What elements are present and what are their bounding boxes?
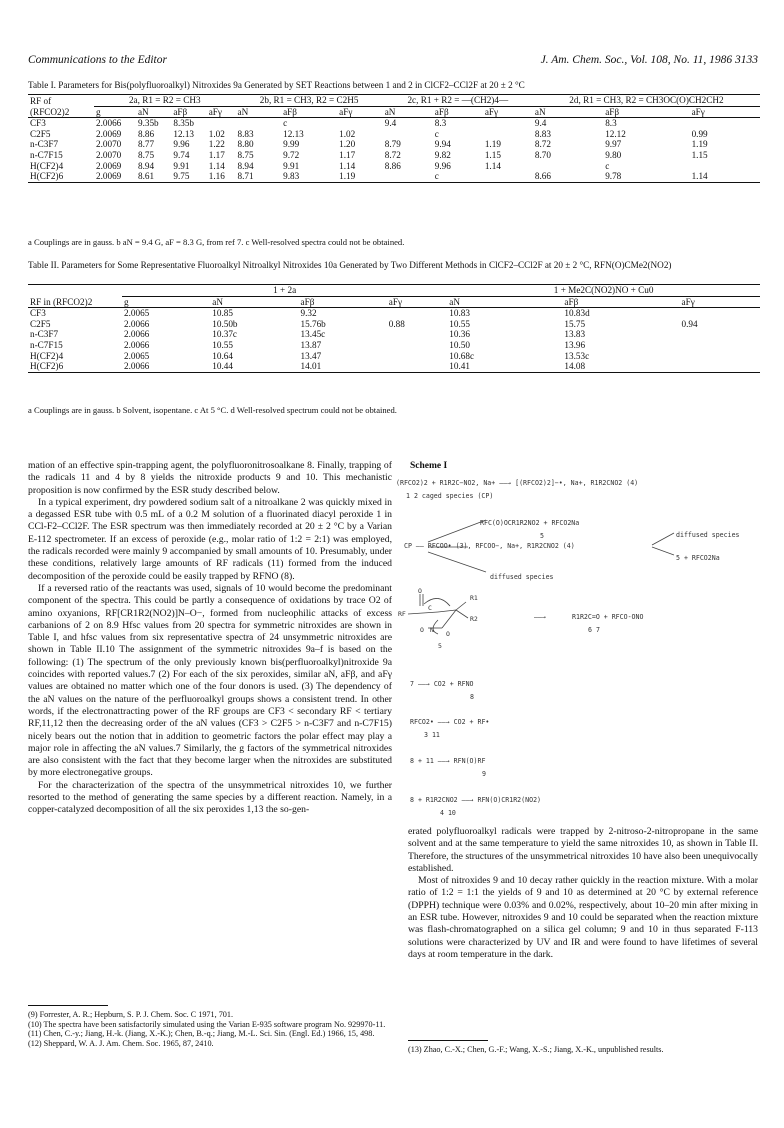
svg-text:RF: RF — [398, 610, 406, 618]
table-cell: 8.83 — [237, 128, 254, 139]
right-column-text — [408, 826, 758, 961]
table-row — [28, 361, 760, 372]
table-cell: 10.44 — [212, 361, 233, 372]
table-cell: 10.50b — [212, 318, 238, 329]
column-header: aFβ — [605, 106, 620, 117]
table-cell — [387, 308, 448, 319]
table-cell: 0.99 — [691, 128, 708, 139]
right-references — [408, 1045, 758, 1055]
row-header-label: RF in (RFCO2)2 — [30, 296, 93, 307]
table-cell: 8.75 — [137, 149, 155, 160]
paragraph: If a reversed ratio of the reactants was used, signals of 10 would become the predominant component of the spectra. This could be partly a consequence of oxidations by trace O2 of amino oxyanions, RF[CR1R2(NO2)]N–O−, formed from nucleophilic attacks of excess carbanions of 2 on 8.9 Hfsc values from 20 spectra for symmetric nitroxides are shown in Table I, and hfsc values from six representative spectra of 24 unsymmetric nitroxides are shown in Table II.10 The assignment of the symmetric nitroxides 9a–f is based on the following: (1) The spectrum of the only previously known bis(perfluoroalkyl)nitroxide 9a coincides with reported values.7 (2) For each of the six peroxides, similar aN, aFβ, and aFγ values are obtained no matter which one of the four donors is used. (3) The dependency of the aN values on the nature of the perfluoroalkyl groups shows a consistent trend. In other words, if the electronattracting power of the RF groups are CF3 < secondary RF < tertiary RF,11,12 then the decreasing order of the aN values (CF3 > C2F5 > n-C3F7 and n-C7F15) nicely bears out the notion that in addition to geometric factors the polar effect may play a major role in affecting the aN values.7 Similarly, the g factors of the symmetrical nitroxides are also consistent with the fact that they become larger when the nitroxides are substituted by more electronegative groups. — [28, 582, 392, 779]
column-header: aN — [534, 106, 546, 117]
table-cell: 14.01 — [300, 361, 322, 372]
table-cell: 10.41 — [449, 361, 470, 372]
table-cell: 2.0066 — [96, 118, 122, 129]
svg-text:R2: R2 — [470, 615, 478, 623]
table-row — [28, 139, 760, 150]
table-cell: 8.94 — [137, 160, 155, 171]
table-cell: 12.12 — [605, 128, 626, 139]
table-cell: 10.50 — [449, 339, 470, 350]
scheme-line: (RFCO2)2 + R1R2C−NO2, Na+ ——→ [(RFCO2)2]−•, Na+, R1R2CNO2 (4) — [396, 479, 639, 487]
reference: (10) The spectra have been satisfactorily simulated using the Varian E-935 software program No. 929970-11. — [28, 1019, 386, 1029]
table-cell: 1.14 — [339, 160, 356, 171]
svg-text:R1: R1 — [470, 594, 478, 602]
table-cell: H(CF2)4 — [30, 160, 64, 171]
column-header: aFγ — [388, 296, 402, 307]
table-cell: 8.77 — [137, 139, 155, 150]
table-cell: 2.0070 — [96, 139, 122, 150]
table-cell — [680, 351, 760, 362]
table-cell: 10.83 — [449, 308, 470, 319]
table-cell: H(CF2)6 — [30, 361, 64, 372]
scheme-line: CP —— RFCOO• (3), RFCOO−, Na+, R1R2CNO2 (4) — [404, 542, 575, 550]
group-header: 2a, R1 = R2 = CH3 — [94, 95, 236, 107]
journal-citation: J. Am. Chem. Soc., Vol. 108, No. 11, 1986 3133 — [540, 54, 758, 66]
table-cell — [207, 118, 236, 129]
table-cell: 9.99 — [283, 139, 300, 150]
scheme-line: 5 + RFCO2Na — [676, 554, 720, 562]
group-header: 1 + 2a — [122, 285, 447, 297]
scheme-line: 1 2 caged species (CP) — [406, 492, 494, 500]
table-cell: 9.96 — [434, 160, 451, 171]
table-cell: 2.0066 — [124, 318, 150, 329]
column-header: aN — [212, 296, 223, 307]
table1 — [28, 94, 760, 183]
table-cell: 8.75 — [237, 149, 254, 160]
column-header: aN — [384, 106, 396, 117]
table-cell: 8.61 — [137, 171, 155, 182]
table1-footnote: a Couplings are in gauss. b aN = 9.4 G, aF = 8.3 G, from ref 7. c Well-resolved spectra could not be obtained. — [28, 237, 405, 247]
svg-text:C: C — [428, 604, 432, 612]
table-cell: 14.08 — [564, 361, 586, 372]
table-cell: 10.64 — [212, 350, 233, 361]
table-row — [28, 319, 760, 330]
table-cell: 2.0065 — [124, 308, 150, 319]
scheme-line: ——→ — [534, 613, 546, 621]
table-cell: 1.19 — [484, 139, 501, 150]
table-cell: 10.68c — [449, 350, 475, 361]
table-cell: 1.19 — [339, 171, 356, 182]
column-header: g — [96, 106, 101, 117]
table-cell — [483, 129, 533, 140]
scheme-line: 8 — [470, 693, 474, 701]
table-cell: 9.74 — [173, 149, 190, 160]
column-header: aFβ — [300, 296, 315, 307]
column-header: aFγ — [484, 106, 499, 117]
scheme-line: 7 ——→ CO2 + RFNO — [410, 680, 474, 688]
table-cell: 9.4 — [384, 118, 397, 129]
scheme-line: diffused species — [490, 573, 554, 581]
table-cell: 15.75 — [564, 318, 586, 329]
table-cell — [680, 329, 760, 340]
table-cell — [680, 361, 760, 372]
table-cell: c — [283, 118, 288, 129]
table-cell: 13.47 — [300, 350, 322, 361]
table-cell: 8.3 — [605, 118, 617, 129]
scheme-line: 4 10 — [440, 809, 456, 817]
paragraph: For the characterization of the spectra of the unsymmetrical nitroxides 10, we further resorted to the method of generating the same species by a different reaction. Namely, in a copper-catalyzed decomposition of all the six peroxides 1,13 the so-gen- — [28, 779, 392, 816]
row-header-label: RF of (RFCO2)2 — [30, 96, 70, 117]
paragraph: erated polyfluoroalkyl radicals were trapped by 2-nitroso-2-nitropropane in the same solvent and at the same temperature to yield the same nitroxides 10, as shown in Table II. Therefore, the structures of the unsymmetrical nitroxides 10 have also been unequivocally established. — [408, 826, 758, 874]
table-cell: 1.17 — [208, 149, 225, 160]
table-row — [28, 150, 760, 161]
column-header: aN — [237, 106, 249, 117]
table-row — [28, 351, 760, 362]
reference: (9) Forrester, A. R.; Hepburn, S. P. J. Chem. Soc. C 1971, 701. — [28, 1010, 234, 1019]
table-cell: c — [605, 160, 610, 171]
table-cell: 9.4 — [534, 118, 547, 129]
journal-section: Communications to the Editor — [28, 54, 167, 66]
svg-text:O: O — [446, 630, 450, 638]
reference: (11) Chen, C.-y.; Jiang, H.-k. (Jiang, X.-K.); Chen, B.-q.; Jiang, M.-L. Sci. Sin. (Engl. Ed.) 1966, 15, 498. — [28, 1029, 375, 1039]
table-cell — [690, 161, 760, 172]
table-cell: CF3 — [30, 118, 46, 129]
svg-text:O: O — [418, 588, 422, 595]
table-cell: 1.14 — [691, 171, 708, 182]
table-cell: 8.86 — [384, 160, 401, 171]
table-cell: 8.35b — [173, 118, 195, 129]
table-cell: 1.14 — [484, 160, 501, 171]
table-cell: 10.85 — [212, 308, 233, 319]
table-cell: 1.17 — [339, 149, 356, 160]
scheme-line: 6 7 — [588, 626, 600, 634]
scheme-line: 8 + 11 ——→ RFN(O)RF — [410, 757, 486, 765]
table1-caption: Table I. Parameters for Bis(polyfluoroalkyl) Nitroxides 9a Generated by SET Reactions between 1 and 2 in ClCF2–CCl2F at 20 ± 2 °C — [28, 80, 525, 90]
scheme-line: RFC(O)OCR1R2NO2 + RFCO2Na — [480, 519, 580, 527]
table2-caption: Table II. Parameters for Some Representative Fluoroalkyl Nitroalkyl Nitroxides 10a Generated by Two Different Methods in ClCF2–CCl2F at 20 ± 2 °C, RFN(O)CMe2(NO2) — [28, 260, 672, 270]
table-cell: 2.0066 — [124, 329, 150, 340]
column-header: aFγ — [691, 106, 705, 117]
footnote-rule — [28, 1005, 108, 1006]
table-cell: 1.16 — [208, 171, 225, 182]
table-cell: 8.66 — [534, 171, 551, 182]
table-cell: c — [434, 128, 439, 139]
table-cell: 9.32 — [300, 308, 317, 319]
reference: (12) Sheppard, W. A. J. Am. Chem. Soc. 1965, 87, 2410. — [28, 1038, 214, 1048]
table-cell — [387, 340, 448, 351]
table-cell: 9.78 — [605, 171, 622, 182]
column-header: aN — [137, 106, 149, 117]
table-cell: 9.83 — [283, 171, 300, 182]
table-cell: 1.02 — [339, 128, 356, 139]
table-cell: n-C7F15 — [30, 149, 63, 160]
table-cell: 8.72 — [534, 139, 551, 150]
table2-footnote: a Couplings are in gauss. b Solvent, isopentane. c At 5 °C. d Well-resolved spectrum could not be obtained. — [28, 405, 397, 415]
scheme-line: 3 11 — [424, 731, 440, 739]
table-cell: c — [434, 171, 439, 182]
svg-text:O: O — [420, 626, 424, 634]
table-cell: 1.22 — [208, 139, 225, 150]
table-cell — [680, 340, 760, 351]
scheme-line: 5 — [540, 532, 544, 540]
left-references — [28, 1010, 392, 1048]
table-cell: 0.94 — [681, 318, 698, 329]
column-header: aN — [449, 296, 461, 307]
table-row — [28, 308, 760, 319]
scheme-title: Scheme I — [410, 461, 448, 471]
branch-arrows — [420, 505, 780, 580]
paragraph: mation of an effective spin-trapping agent, the polyfluoronitrosoalkane 8. Finally, trapping of the radicals 11 and 4 by 8 yields the nitroxide products 9 and 10. This mechanistic proposition is now confirmed by the ESR study described below. — [28, 460, 392, 496]
table-cell: 8.79 — [384, 139, 401, 150]
table-cell — [383, 129, 433, 140]
table-cell: n-C3F7 — [30, 329, 59, 340]
table-cell: 8.94 — [237, 160, 254, 171]
table-cell: n-C3F7 — [30, 139, 59, 150]
table-cell — [533, 161, 603, 172]
table-cell: 8.71 — [237, 171, 254, 182]
table-cell: 1.15 — [691, 149, 708, 160]
table-cell: 8.3 — [434, 118, 447, 129]
table-cell: C2F5 — [30, 318, 51, 329]
table-cell — [387, 329, 448, 340]
group-header: 2b, R1 = CH3, R2 = C2H5 — [236, 95, 383, 107]
table-cell: 13.45c — [300, 329, 326, 340]
table-cell: 15.76b — [300, 318, 326, 329]
paragraph: Most of nitroxides 9 and 10 decay rather quickly in the reaction mixture. With a molar ratio of 1:2 = 1:1 the yields of 9 and 10 as determined at 20 °C by external reference (DPPH) technique were 0.03% and 0.02%, respectively, about 10–20 min after mixing in an ESR tube. However, nitroxides 9 and 10 could be separated when the reaction mixture was flash-chromatographed on a silica gel column; 9 and 10 in thus separated F-113 solutions were characterized by UV and IR and were found to have lifetimes of several days at room temperature in the dark. — [408, 875, 758, 960]
table-row — [28, 340, 760, 351]
table-cell: 2.0069 — [96, 128, 122, 139]
table-row — [28, 161, 760, 172]
table-cell — [337, 118, 383, 129]
table-cell: 8.70 — [534, 149, 551, 160]
table-cell — [387, 351, 448, 362]
left-column-text — [28, 460, 392, 817]
column-header: aFβ — [434, 106, 449, 117]
scheme-line: RFCO2• ——→ CO2 + RF• — [410, 718, 490, 726]
table-cell: 13.83 — [564, 329, 586, 340]
table-cell: 9.80 — [605, 149, 622, 160]
table-cell: 9.94 — [434, 139, 451, 150]
table-cell: 9.35b — [137, 118, 159, 129]
group-header: 2d, R1 = CH3, R2 = CH3OC(O)CH2CH2 — [533, 95, 760, 107]
table-cell: CF3 — [30, 308, 46, 319]
column-header: aFβ — [564, 296, 579, 307]
table-cell — [387, 361, 448, 372]
table-cell: H(CF2)4 — [30, 350, 64, 361]
table-cell: 1.19 — [691, 139, 708, 150]
scheme-line: 9 — [482, 770, 486, 778]
table-cell: C2F5 — [30, 128, 51, 139]
reference: (13) Zhao, C.-X.; Chen, G.-F.; Wang, X.-S.; Jiang, X.-K., unpublished results. — [408, 1045, 664, 1054]
footnote-rule — [408, 1040, 488, 1041]
column-header: aFγ — [208, 106, 222, 117]
table-cell: 9.75 — [173, 171, 190, 182]
table-cell: 2.0069 — [96, 171, 122, 182]
table-cell: 2.0066 — [124, 339, 150, 350]
table-cell: 2.0069 — [96, 160, 122, 171]
table-cell: 8.83 — [534, 128, 551, 139]
column-header: g — [124, 296, 129, 307]
group-header: 2c, R1 + R2 = —(CH2)4— — [383, 95, 533, 107]
table-cell — [690, 118, 760, 129]
table-cell: 2.0070 — [96, 149, 122, 160]
svg-text:N: N — [430, 626, 434, 634]
scheme-line: R1R2C=O + RFCO-ONO — [572, 613, 644, 621]
table-cell: 9.82 — [434, 149, 451, 160]
table-cell: 13.87 — [300, 339, 322, 350]
table-cell — [236, 118, 282, 129]
table-cell: 9.72 — [283, 149, 300, 160]
table-cell: 10.36 — [449, 329, 470, 340]
table-cell — [383, 171, 433, 182]
table-cell: 9.96 — [173, 139, 190, 150]
column-header: aFγ — [681, 296, 695, 307]
table-cell: 8.72 — [384, 149, 401, 160]
table-row — [28, 129, 760, 140]
table-cell: 1.14 — [208, 160, 225, 171]
table-cell: 2.0066 — [124, 361, 150, 372]
column-header: aFγ — [339, 106, 353, 117]
table2 — [28, 284, 760, 373]
scheme-line: diffused species — [676, 531, 740, 539]
cyclic-intermediate-structure — [398, 588, 508, 650]
table-cell — [483, 171, 533, 182]
running-header — [28, 54, 758, 70]
group-header: 1 + Me2C(NO2)NO + Cu0 — [447, 285, 760, 297]
table-cell: 10.55 — [212, 339, 233, 350]
table-cell: 10.37c — [212, 329, 237, 340]
table-cell: 8.86 — [137, 128, 155, 139]
table-cell: 8.80 — [237, 139, 254, 150]
svg-text:5: 5 — [438, 642, 442, 650]
table-cell: n-C7F15 — [30, 339, 63, 350]
table-cell — [680, 308, 760, 319]
table-cell: 1.20 — [339, 139, 356, 150]
table-cell: 10.83d — [564, 308, 590, 319]
table-cell: 9.91 — [283, 160, 300, 171]
column-header: aFβ — [283, 106, 297, 117]
paragraph: In a typical experiment, dry powdered sodium salt of a nitroalkane 2 was quickly mixed in a degassed ESR tube with 0.5 mL of a 0.2 M solution of a fluorinated diacyl peroxide 1 in CCl-F2–CCl2F. The ESR spectrum was then immediately recorded at 20 ± 2 °C by a Varian E-112 spectrometer. If an excess of peroxide (e.g., molar ratio of 1:2 = 2:1) was employed, the radicals recorded were mainly 9 accompanied by small amounts of 10. Presumably, under these conditions, relatively large amounts of RF radicals (11) formed from the induced decomposition of the peroxide could be easily trapped by RFNO (8). — [28, 496, 392, 582]
table-row — [28, 171, 760, 182]
table-cell: 1.15 — [484, 149, 501, 160]
table-cell: 12.13 — [173, 128, 195, 139]
table-cell — [483, 118, 533, 129]
table-cell: 10.55 — [449, 318, 470, 329]
table-cell: 0.88 — [388, 318, 405, 329]
table-cell: 9.97 — [605, 139, 622, 150]
table-row — [28, 329, 760, 340]
scheme-line: 8 + R1R2CNO2 ——→ RFN(O)CR1R2(NO2) — [410, 796, 542, 804]
table-cell: 13.53c — [564, 350, 590, 361]
column-header: aFβ — [173, 106, 188, 117]
table-row — [28, 118, 760, 129]
table-cell: H(CF2)6 — [30, 171, 64, 182]
table-cell: 1.02 — [208, 128, 225, 139]
table-cell: 12.13 — [283, 128, 304, 139]
table-cell: 13.96 — [564, 339, 586, 350]
table-cell: 2.0065 — [124, 350, 150, 361]
table-cell: 9.91 — [173, 160, 190, 171]
